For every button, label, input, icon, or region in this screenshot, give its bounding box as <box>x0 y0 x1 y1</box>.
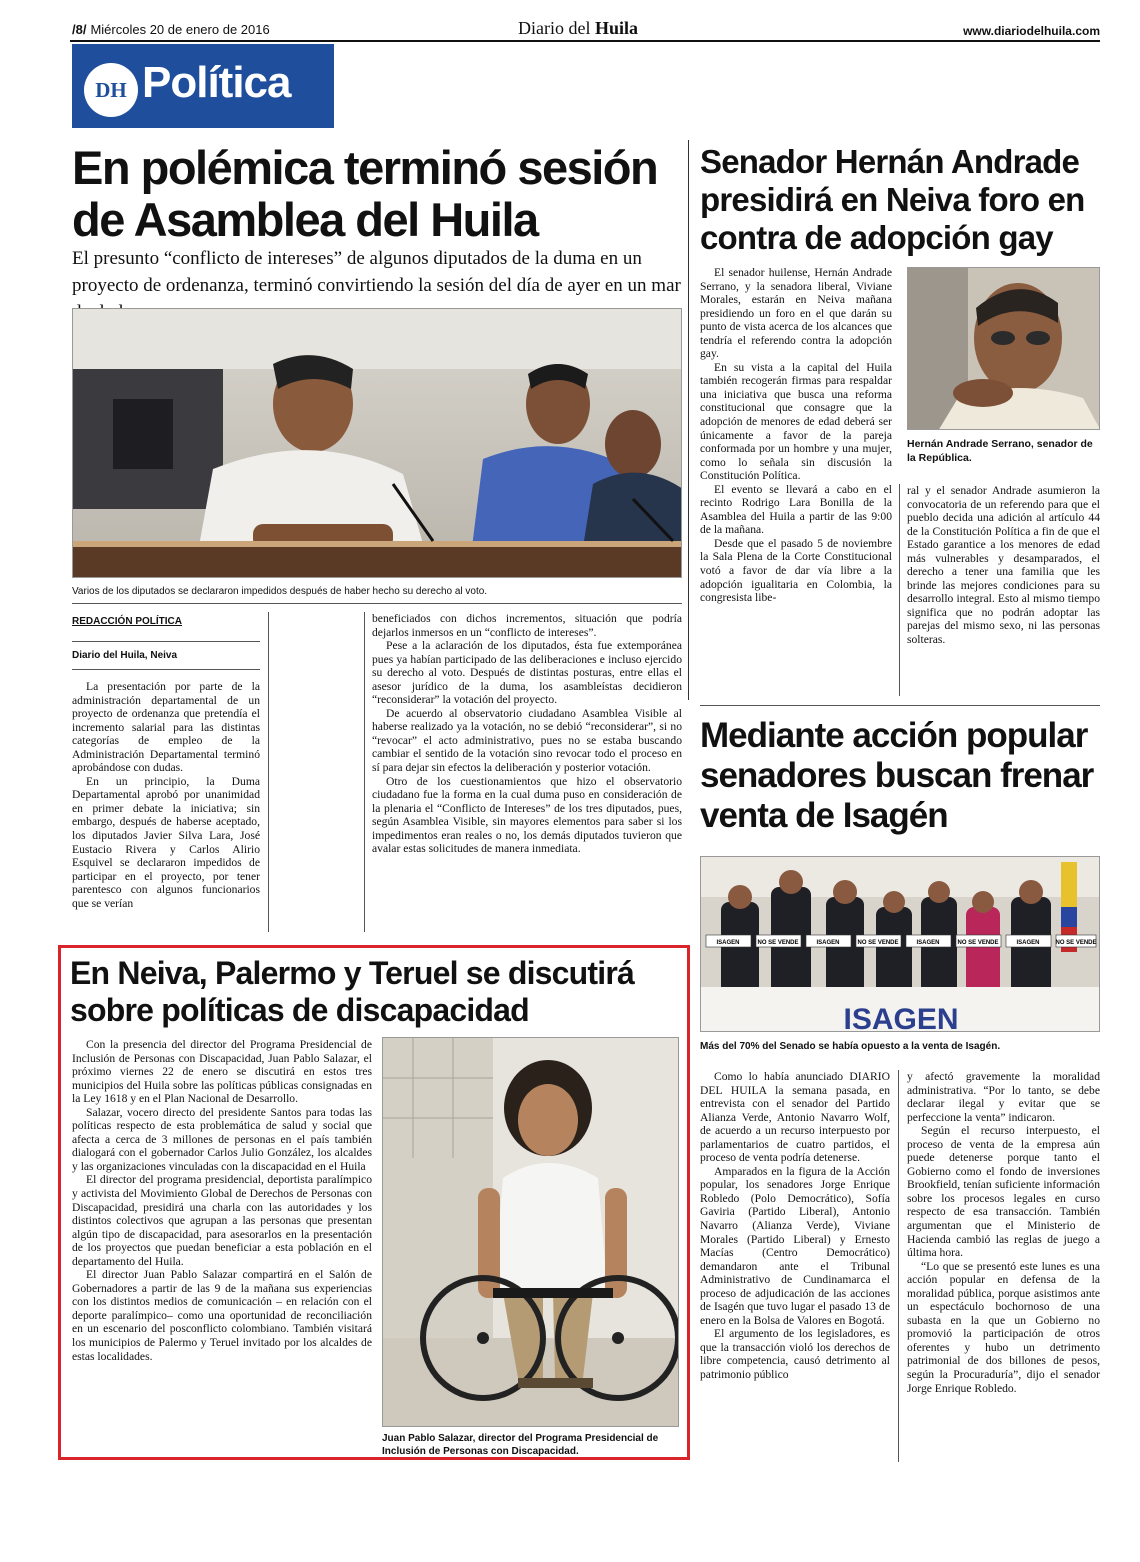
paragraph: El senador huilense, Hernán Andrade Serrano, y la senadora liberal, Viviane Morales, estarán en Neiva mañana presidiendo un foro en el que darán su punto de vista acerca de los alcances que tendría el referendo contra la adopción gay. <box>700 266 892 361</box>
paragraph: Pese a la aclaración de los diputados, ésta fue extemporánea pues ya habían participado de las deliberaciones e incluso ejercido su derecho al voto. Después de distintas posturas, entre ellas el asesor jurídico de la duma, los asambleístas decidieron “reconsiderar” la votación del proyecto. <box>372 639 682 707</box>
dh-logo-badge: DH <box>84 63 138 117</box>
andrade-photo-caption: Hernán Andrade Serrano, senador de la República. <box>907 438 1093 464</box>
byline-kicker: REDACCIÓN POLÍTICA <box>72 616 182 627</box>
isagen-col2 <box>907 1070 1100 1395</box>
sign-text: NO SE VENDE <box>1055 940 1097 946</box>
paragraph: y afectó gravemente la moralidad administrativa. “Por lo tanto, se debe declarar ilegal y evitar que se perfeccione la venta” indicaron. <box>907 1070 1100 1124</box>
assembly-photo-image <box>73 309 682 578</box>
sign-text: NO SE VENDE <box>757 940 799 946</box>
sign-text: NO SE VENDE <box>857 940 899 946</box>
sign-text: ISAGEN <box>816 940 840 946</box>
paragraph: El director Juan Pablo Salazar compartirá en el Salón de Gobernadores a partir de las 9 de la mañana sus experiencias con los distintos medios de comunicación – en relación con el deporte paralímpico– como una oportunidad de reconciliación en un escenario del posconflicto colombiano. También visitará los municipios de Palermo y Teruel invitado por los alcaldes de estas localidades. <box>72 1268 372 1363</box>
isagen-headline: Mediante acción popular senadores buscan frenar venta de Isagén <box>700 716 1094 835</box>
paragraph: Otro de los cuestionamientos que hizo el observatorio ciudadano fue la forma en la cual duma puso en consideración de la plenaria el “Conflicto de Intereses” de los tres diputados, pues, según Asamblea Visible, sin mayores elementos para saber si los impedimentos eran reales o no, los demás diputados tuvieron que avalar estas solicitudes de manera inmediata. <box>372 774 682 856</box>
salazar-photo-caption: Juan Pablo Salazar, director del Programa Presidencial de Inclusión de Personas con Discapacidad. <box>382 1433 659 1457</box>
main-deck: El presunto “conflicto de intereses” de algunos diputados de la duma en un proyecto de ordenanza, terminó convirtiendo la sesión del día de ayer en un mar <box>72 248 681 296</box>
column-rule <box>364 612 365 932</box>
assembly-photo-caption: Varios de los diputados se declararon impedidos después de haber hecho su derecho al voto. <box>72 586 488 597</box>
main-story-col2 <box>372 612 682 856</box>
sign-text: ISAGEN <box>716 940 740 946</box>
paragraph: Con la presencia del director del Programa Presidencial de Inclusión de Personas con Discapacidad, Juan Pablo Salazar, el próximo viernes 22 de enero se discutirá en estos tres municipios del Huila sobre las políticas públicas consignadas en la Ley 1618 y en el Plan Nacional de Desarrollo. <box>72 1038 372 1106</box>
paragraph: “Lo que se presentó este lunes es una acción popular en defensa de la moralidad pública, porque asistimos ante un espectáculo bochornoso de una subasta en la que un Gobierno no promovió la participación de otros oferentes y hubo un detrimento patrimonial de dos billones de pesos, según la Procuraduría”, dijo el senador Jorge Enrique Robledo. <box>907 1259 1100 1395</box>
main-col1-body <box>72 680 260 910</box>
paragraph: Como lo había anunciado DIARIO DEL HUILA la semana pasada, en entrevista con el senador del Partido Alianza Verde, Antonio Navarro Wolf, de acuerdo a un recurso interpuesto por parlamentarios de cuatro partidos, el proceso de venta podría detenerse. <box>700 1070 890 1165</box>
isagen-photo-caption: Más del 70% del Senado se había opuesto a la venta de Isagén. <box>700 1041 1001 1052</box>
main-story-rule <box>72 603 682 604</box>
paragraph: De acuerdo al observatorio ciudadano Asamblea Visible al haberse realizado ya la votación, no se debió “reconsiderar”, si no “revocar” el acto administrativo, pues no se estaba buscando cambiar el sentido de la votación sino revocar todo el proceso en sí para dejar sin efectos la deliberación y posterior votación. <box>372 706 682 775</box>
paragraph: beneficiados con dichos incrementos, situación que podría dejarlos inmersos en un “conflicto de intereses”. <box>372 612 682 639</box>
masthead-part-a: Diario del <box>518 18 595 38</box>
byline-rule <box>72 641 260 642</box>
paragraph: El evento se llevará a cabo en el recinto Rodrigo Lara Bonilla de la Asamblea del Huila a partir de las 9:00 de la mañana. <box>700 482 892 537</box>
salazar-photo <box>382 1037 679 1427</box>
column-rule <box>898 1070 899 1462</box>
paragraph: Según el recurso interpuesto, el proceso de venta de la empresa aún puede detenerse porque tanto el Gobierno como el fondo de inversiones Brookfield, tenían suficiente información sobre los procesos legales en curso respecto de esa transacción. También argumentan que el Ministerio de Hacienda cambió las reglas de juego a última hora. <box>907 1124 1100 1260</box>
vertical-rule <box>688 140 689 700</box>
column-rule <box>268 612 269 932</box>
paragraph: Salazar, vocero directo del presidente Santos para todas las políticas respecto de esta problemática de salud y social que afecta a cerca de 3 millones de personas en el país también dialogará con el gobernador Carlos Julio González, los alcaldes y las organizaciones vinculadas con la discapacidad en el Huila <box>72 1105 372 1173</box>
page-header-left <box>72 22 270 37</box>
paragraph: El director del programa presidencial, deportista paralímpico y activista del Movimiento Global de Derechos de Personas con Discapacidad, presidirá una charla con las autoridades y los distintos colectivos que agrupan a las personas que presentan algún tipo de discapacidad, para asesorarlos en la presentación de los proyectos que puedan beneficiar a esta población en el departamento del Huila. <box>72 1173 372 1268</box>
andrade-col2 <box>907 484 1100 647</box>
paragraph: Amparados en la figura de la Acción popular, los senadores Jorge Enrique Robledo (Polo Democrático), Sofía Gaviria (Partido Liberal), Antonio Navarro (Alianza Verde), Viviane Morales (Partido Liberal) y Ernesto Macías (Centro Democrático) demandaron ante el Tribunal Administrativo de Cundinamarca el proceso de adjudicación de las acciones de Isagén que tuvo lugar el pasado 13 de enero en la Bolsa de Valores en Bogotá. <box>700 1164 890 1327</box>
header-rule <box>70 40 1100 42</box>
issue-date: Miércoles 20 de enero de 2016 <box>90 22 270 37</box>
assembly-photo <box>72 308 682 578</box>
isagen-banner-text: ISAGEN <box>843 1003 959 1032</box>
paragraph: Desde que el pasado 5 de noviembre la Sala Plena de la Corte Constitucional votó a favor de dar vía libre a la adopción igualitaria en Colombia, la congresista libe- <box>700 536 892 605</box>
main-headline: En polémica terminó sesión de Asamblea del Huila <box>72 141 658 246</box>
masthead <box>478 18 678 39</box>
andrade-photo-image <box>908 268 1100 430</box>
andrade-col1 <box>700 266 892 605</box>
sign-text: ISAGEN <box>916 940 940 946</box>
main-story-col1 <box>72 616 260 910</box>
page-number: /8/ <box>72 22 87 37</box>
masthead-part-b: Huila <box>594 18 638 38</box>
dateline-rule <box>72 669 260 670</box>
andrade-headline: Senador Hernán Andrade presidirá en Neiva foro en contra de adopción gay <box>700 143 1085 256</box>
disability-headline: En Neiva, Palermo y Teruel se discutirá sobre políticas de discapacidad <box>70 955 635 1028</box>
section-rule <box>700 705 1100 706</box>
paragraph: ral y el senador Andrade asumieron la convocatoria de un referendo para que el pueblo decida una adición al artículo 44 de la Constitución Política a fin de que el Estado garantice a los menores de edad más vulnerables y desamparados, el derecho a tener una familia que les brinde las mejores condiciones para su desarrollo integral. Esto al mismo tiempo significa que no podrán adoptar las parejas del mismo sexo, ni las personas solteras. <box>907 484 1100 647</box>
sign-text: ISAGEN <box>1016 940 1040 946</box>
disability-col1 <box>72 1038 372 1363</box>
isagen-photo <box>700 856 1100 1032</box>
paragraph: En un principio, la Duma Departamental aprobó por unanimidad en primer debate la iniciativa; sin embargo, después de haberse aceptado, los diputados Javier Silva Lara, José Eustacio Rivera y Carlos Alirio Esquivel se declararon impedidos de participar en el proyecto, por tener parentesco con algunos funcionarios que se verían <box>72 774 260 910</box>
isagen-col1 <box>700 1070 890 1382</box>
andrade-photo <box>907 267 1100 430</box>
protest-signs <box>706 935 1097 947</box>
isagen-photo-image <box>701 857 1100 1032</box>
column-rule <box>899 484 900 696</box>
paragraph: El argumento de los legisladores, es que la transacción violó los derechos de libre competencia, causó detrimento al patrimonio público <box>700 1327 890 1382</box>
salazar-photo-image <box>383 1038 679 1427</box>
section-name: Política <box>142 58 291 107</box>
paragraph: La presentación por parte de la administración departamental de un proyecto de ordenanza que pretendía el incremento salarial para las distintas categorías de empleo de la Administración Departamental terminó aprobándose con dudas. <box>72 680 260 775</box>
paragraph: En su vista a la capital del Huila también recogerán firmas para respaldar una iniciativa que busca una reforma constitucional que consagre que la adopción de menores de edad deberá ser únicamente a favor de la pareja conformada por un hombre y una mujer, como lo señala sin discusión la Constitución Política. <box>700 360 892 483</box>
dateline: Diario del Huila, Neiva <box>72 650 178 661</box>
website-url: www.diariodelhuila.com <box>963 24 1100 38</box>
sign-text: NO SE VENDE <box>957 940 999 946</box>
